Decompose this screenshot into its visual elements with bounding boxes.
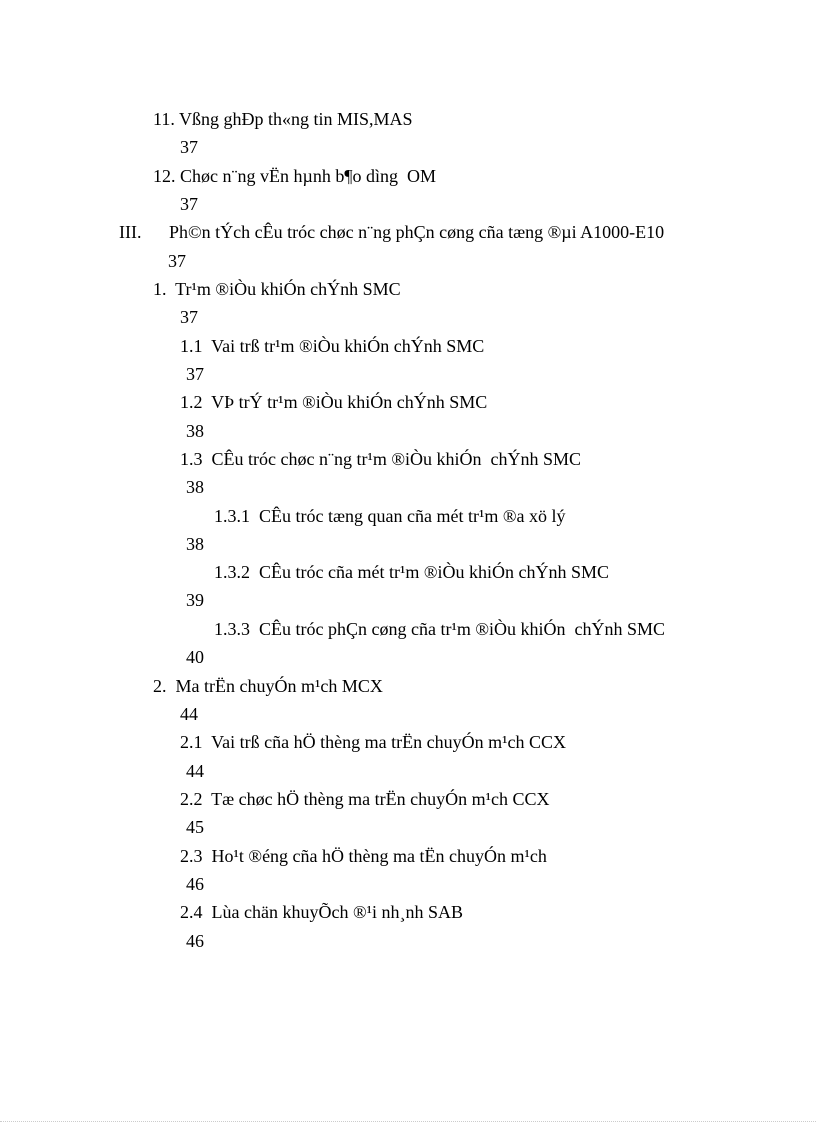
toc-entry-page: 38 (186, 534, 204, 554)
toc-entry-page: 38 (186, 421, 204, 441)
toc-entry-title: 1.3.1 CÊu tróc tæng quan cña mét tr¹m ®a xö lý (214, 506, 566, 526)
toc-entry-title: Ph©n tÝch cÊu tróc chøc n¨ng phÇn cøng cña tæng ®µi A1000-E10 (169, 222, 665, 242)
toc-entry-title: 1.3.2 CÊu tróc cña mét tr¹m ®iÒu khiÓn chÝnh SMC (214, 562, 610, 582)
toc-entry-page: 37 (186, 364, 204, 384)
toc-entry-title: 2.3 Ho¹t ®éng cña hÖ thèng ma tËn chuyÓn m¹ch (180, 846, 547, 866)
toc-entry-title: 1. Tr¹m ®iÒu khiÓn chÝnh SMC (153, 279, 401, 299)
toc-entry-page: 37 (180, 137, 198, 157)
toc-section-number: III. (119, 222, 142, 242)
toc-entry-title: 1.1 Vai trß tr¹m ®iÒu khiÓn chÝnh SMC (180, 336, 485, 356)
toc-entry-title: 2. Ma trËn chuyÓn m¹ch MCX (153, 676, 383, 696)
toc-entry-page: 46 (186, 931, 204, 951)
toc-entry-page: 37 (180, 194, 198, 214)
toc-entry-title: 2.2 Tæ chøc hÖ thèng ma trËn chuyÓn m¹ch CCX (180, 789, 550, 809)
toc-entry-page: 37 (180, 307, 198, 327)
toc-entry-title: 12. Chøc n¨ng vËn hµnh b¶o dìng OM (153, 166, 437, 186)
toc-entry-page: 39 (186, 590, 204, 610)
toc-entry-page: 46 (186, 874, 204, 894)
toc-entry-page: 40 (186, 647, 204, 667)
toc-entry-title: 1.3.3 CÊu tróc phÇn cøng cña tr¹m ®iÒu khiÓn chÝnh SMC (214, 619, 666, 639)
toc-entry-page: 45 (186, 817, 204, 837)
toc-entry-page: 44 (186, 761, 204, 781)
page-bottom-rule (0, 1121, 816, 1122)
toc-entry-title: 2.4 Lùa chän khuyÕch ®¹i nh¸nh SAB (180, 902, 464, 922)
toc-entry-title: 2.1 Vai trß cña hÖ thèng ma trËn chuyÓn m¹ch CCX (180, 732, 566, 752)
toc-entry-title: 1.3 CÊu tróc chøc n¨ng tr¹m ®iÒu khiÓn chÝnh SMC (180, 449, 582, 469)
toc-entry-title: 11. Vßng ghÐp th«ng tin MIS,MAS (153, 109, 413, 129)
toc-entry-page: 38 (186, 477, 204, 497)
toc-entry-page: 44 (180, 704, 198, 724)
toc-entry-title: 1.2 VÞ trÝ tr¹m ®iÒu khiÓn chÝnh SMC (180, 392, 488, 412)
toc-entry-page: 37 (168, 251, 186, 271)
